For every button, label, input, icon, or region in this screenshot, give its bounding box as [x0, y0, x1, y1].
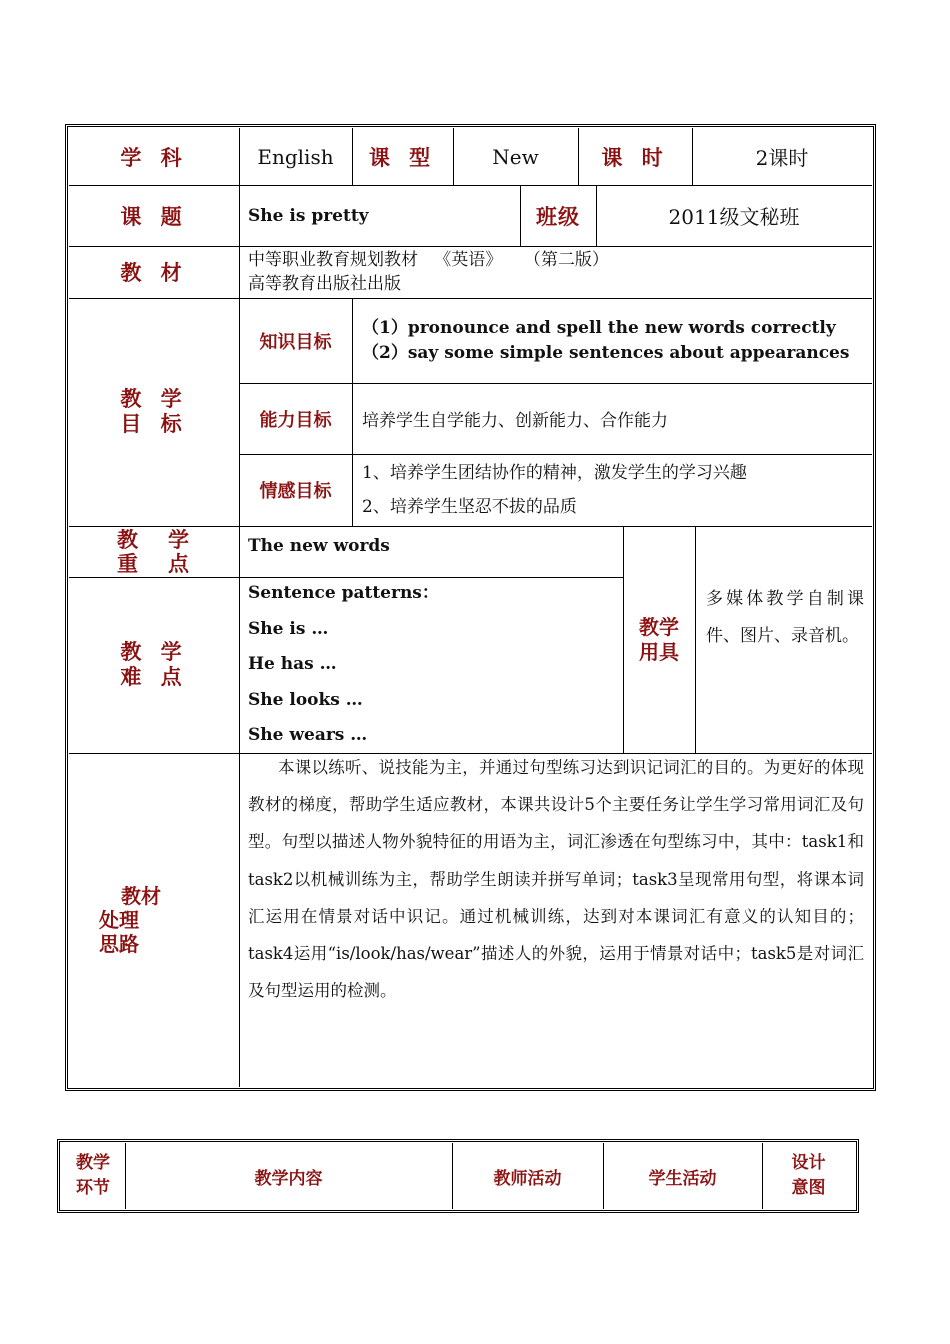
- textbook-line-2: 高等教育出版社出版: [248, 274, 401, 294]
- student-activity-header: 学生活动: [648, 1168, 717, 1189]
- key-points-label-line-1: 教 学: [117, 527, 191, 552]
- emotion-line-2: 2、培养学生坚忍不拔的品质: [362, 497, 577, 517]
- difficulties-label: [69, 577, 239, 753]
- difficulties-label-line-1: 教 学: [120, 640, 188, 664]
- topic-label: 课 题: [120, 204, 188, 229]
- teacher-activity-header: 教师活动: [493, 1168, 562, 1189]
- emotion-objective-label: 情感目标: [259, 481, 332, 502]
- class-hours-label: 课 时: [601, 145, 669, 170]
- teaching-tools-content: 多媒体教学自制课件、图片、录音机。: [706, 589, 864, 646]
- key-points-label: [69, 526, 239, 577]
- difficulty-line: She looks …: [248, 689, 363, 710]
- class-hours-value: 2课时: [755, 146, 809, 170]
- difficulty-line: He has …: [248, 654, 337, 675]
- design-intent-header: [762, 1143, 855, 1209]
- stage-header-line-1: 教学: [76, 1153, 110, 1173]
- difficulty-line: She wears …: [248, 725, 368, 746]
- class-label: 班级: [536, 204, 580, 229]
- approach-label: [69, 753, 239, 1087]
- ability-objective-content: 培养学生自学能力、创新能力、合作能力: [362, 411, 668, 431]
- objectives-label-line-1: 教 学: [120, 387, 188, 411]
- content-header: 教学内容: [254, 1168, 323, 1189]
- tools-label-line-2: 用具: [639, 639, 679, 664]
- class-value: 2011级文秘班: [668, 205, 800, 229]
- stage-header-line-2: 环节: [76, 1178, 110, 1198]
- approach-label-line-3: 思路: [99, 932, 139, 956]
- design-intent-line-1: 设计: [791, 1153, 826, 1173]
- subject-label: 学 科: [120, 145, 188, 170]
- col-divider: [239, 128, 240, 1087]
- approach-label-line-1: 教材: [121, 884, 161, 908]
- difficulties-label-line-2: 难 点: [120, 665, 188, 689]
- textbook-label: 教 材: [120, 261, 188, 285]
- difficulty-line: She is …: [248, 618, 329, 639]
- tools-label-line-1: 教学: [639, 614, 679, 639]
- knowledge-objective-label: 知识目标: [259, 331, 332, 353]
- col-divider: [352, 298, 353, 526]
- emotion-objective-content: [362, 454, 867, 526]
- subject-value: English: [257, 144, 334, 169]
- design-intent-line-2: 意图: [791, 1178, 826, 1198]
- col-divider: [695, 526, 696, 753]
- difficulties-content: [248, 577, 618, 753]
- knowledge-objective-content: [362, 298, 867, 383]
- objectives-label: [69, 298, 239, 526]
- lesson-type-value: New: [492, 144, 539, 169]
- key-points-label-line-2: 重 点: [117, 551, 191, 576]
- knowledge-line-2: （2）say some simple sentences about appearances: [362, 342, 850, 363]
- approach-label-line-2: 处理: [99, 908, 139, 932]
- textbook-line-1: 中等职业教育规划教材 《英语》 （第二版）: [248, 250, 609, 270]
- topic-value: She is pretty: [248, 205, 369, 226]
- difficulty-line: Sentence patterns：: [248, 583, 439, 604]
- textbook-info: [248, 246, 868, 298]
- ability-objective-label: 能力目标: [259, 409, 332, 431]
- stage-header: [61, 1143, 125, 1209]
- knowledge-line-1: （1）pronounce and spell the new words correctly: [362, 317, 836, 338]
- emotion-line-1: 1、培养学生团结协作的精神，激发学生的学习兴趣: [362, 463, 747, 483]
- lesson-type-label: 课 型: [368, 145, 437, 170]
- objectives-label-line-2: 目 标: [120, 412, 188, 436]
- teaching-tools-label: [623, 526, 695, 753]
- key-points-content: The new words: [248, 536, 390, 556]
- approach-content: 本课以练听、说技能为主，并通过句型练习达到识记词汇的目的。为更好的体现教材的梯度，帮助学生适应教材，本课共设计5个主要任务让学生学习常用词汇及句型。句型以描述人物外貌特征的用语为主，词汇渗透在句型练习中，其中：task1和task2以机械训练为主，帮助学生朗读并拼写单词；task3呈现常用句型，将课本词汇运用在情景对话中识记。通过机械训练，达到对本课词汇有意义的认知目的；task4运用“is/look/has/wear”描述人的外貌，运用于情景对话中；task5是对词汇及句型运用的检测。: [248, 758, 864, 1001]
